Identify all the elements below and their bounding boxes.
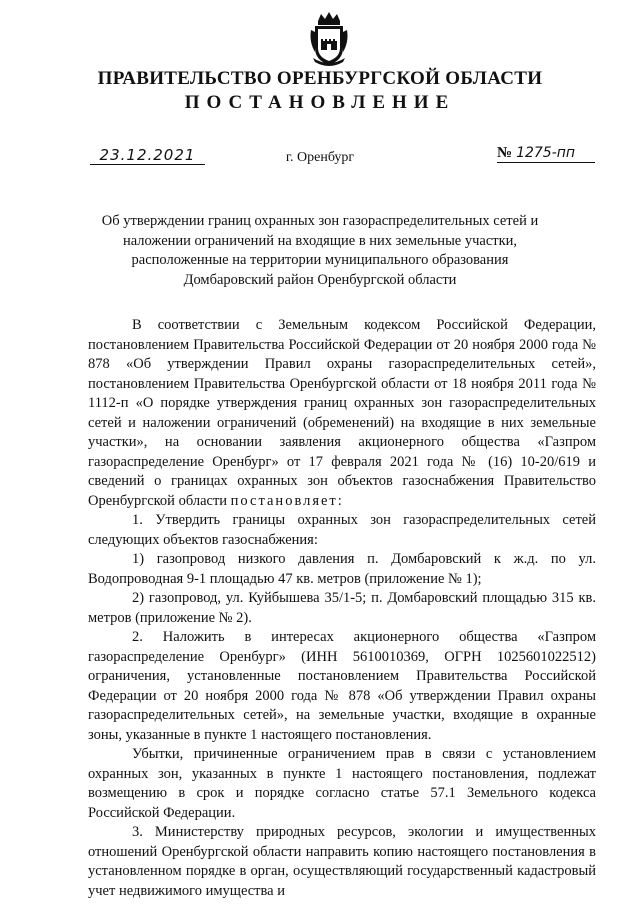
- organization-title: ПРАВИТЕЛЬСТВО ОРЕНБУРГСКОЙ ОБЛАСТИ: [97, 68, 543, 89]
- coat-of-arms-icon: [309, 12, 349, 66]
- document-number: [497, 145, 595, 163]
- document-city: г. Оренбург: [285, 150, 355, 165]
- preamble-text: В соответствии с Земельным кодексом Российской Федерации, постановлением Правительства Российской Федерации от 20 ноября 2000 года № 878 «Об утверждении Правил охраны газораспределительных сетей», постановлением Правительства Оренбургской области от 18 ноября 2011 года № 1112-п «О порядке утверждения границ охранных зон газораспределительных сетей и наложении ограничений (обременений) на входящие в них земельные участки», на основании заявления акционерного общества «Газпром газораспределение Оренбург» от 17 февраля 2021 года № (16) 10-20/619 и сведений о границах охранных зон объектов газоснабжения Правительство Оренбургской области: [88, 317, 596, 509]
- document-date: 23.12.2021: [90, 146, 205, 165]
- decree-word: постановляет:: [230, 492, 344, 509]
- losses-paragraph: Убытки, причиненные ограничением прав в связи с установлением охранных зон, указанных в пункте 1 настоящего постановления, подлежат возмещению в срок и порядке согласно статье 57.1 Земельного кодекса Российской Федерации.: [88, 746, 596, 821]
- item-2-paragraph: 2. Наложить в интересах акционерного общества «Газпром газораспределение Оренбург» (ИНН 5610010369, ОГРН 1025601022512) ограничения, установленные постановлением Правительства Российской Федерации от 20 ноября 2000 года № 878 «Об утверждении Правил охраны газораспределительных сетей», на земельные участки, входящие в охранные зоны, указанные в пункте 1 настоящего постановления.: [88, 629, 596, 743]
- item-3-paragraph: 3. Министерству природных ресурсов, экологии и имущественных отношений Оренбургской области направить копию настоящего постановления в установленном порядке в орган, осуществляющий государственный кадастровый учет недвижимого имущества и: [88, 824, 596, 899]
- document-body: [88, 316, 596, 901]
- item-1-1-paragraph: 1) газопровод низкого давления п. Домбаровский к ж.д. по ул. Водопроводная 9-1 площадью 47 кв. метров (приложение № 1);: [88, 551, 596, 587]
- document-type-title: ПОСТАНОВЛЕНИЕ: [184, 92, 456, 113]
- item-1-2-paragraph: 2) газопровод, ул. Куйбышева 35/1-5; п. Домбаровский площадью 315 кв. метров (приложение № 2).: [88, 590, 596, 626]
- number-value: 1275-пп: [516, 145, 576, 161]
- number-label: №: [497, 145, 513, 161]
- preamble-paragraph: [88, 316, 596, 511]
- item-1-paragraph: 1. Утвердить границы охранных зон газораспределительных сетей следующих объектов газоснабжения:: [88, 512, 596, 548]
- document-subject: Об утверждении границ охранных зон газораспределительных сетей и наложении ограничений на входящие в них земельные участки, расположенные на территории муниципального образования Домбаровский район Оренбургской области: [101, 213, 539, 288]
